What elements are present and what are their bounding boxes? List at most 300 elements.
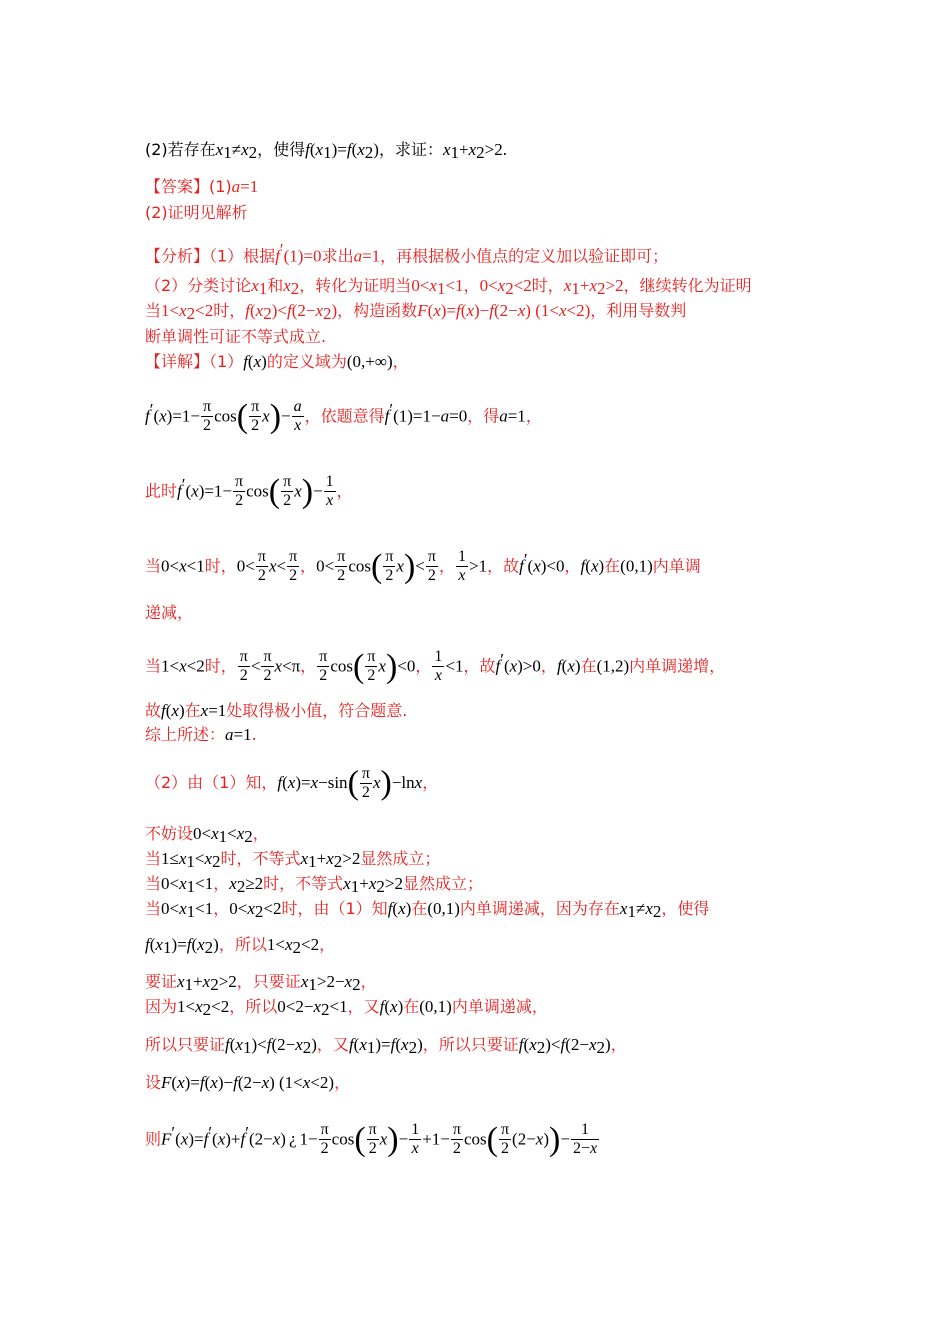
math-token: f xyxy=(243,352,248,371)
math-token: 当 xyxy=(145,301,162,320)
math-token: +1− xyxy=(422,1129,450,1149)
analysis-line-3 xyxy=(145,301,686,321)
math-token: + xyxy=(193,972,203,991)
math-token: ，依题意得 xyxy=(304,406,385,426)
math-token: x xyxy=(177,972,185,991)
math-token: (2)若存在 xyxy=(145,140,216,159)
math-token: ( xyxy=(175,1129,181,1149)
math-token: ， xyxy=(213,874,230,893)
math-token: f xyxy=(186,935,192,954)
fraction xyxy=(319,1121,331,1158)
math-token: π xyxy=(361,765,370,782)
math-token: 2 xyxy=(597,279,606,298)
math-token: ) (1< xyxy=(269,1073,303,1092)
math-token: (2− xyxy=(248,1129,273,1149)
math-token: ( xyxy=(395,1035,402,1054)
math-token: x xyxy=(357,140,365,159)
math-token: ( xyxy=(561,656,568,676)
math-token: 时， xyxy=(204,656,237,676)
math-token: 0< xyxy=(161,556,180,576)
math-token: ( xyxy=(247,352,254,371)
math-token: a xyxy=(231,177,241,196)
math-token: 2 xyxy=(323,304,332,323)
math-token: ，故 xyxy=(487,556,520,576)
big-parenthesis: ( xyxy=(486,1120,498,1158)
math-token: x xyxy=(197,935,205,954)
fraction xyxy=(365,648,377,685)
math-token: x xyxy=(343,874,351,893)
math-token: x xyxy=(171,701,179,720)
math-token: 1 xyxy=(218,827,228,846)
math-token: 2 xyxy=(385,567,394,585)
math-token: 时， xyxy=(204,556,237,576)
math-token: x xyxy=(268,556,277,576)
math-token: f xyxy=(286,301,292,320)
math-token: 2 xyxy=(361,784,370,801)
math-token: x xyxy=(466,301,474,320)
math-token: x xyxy=(619,899,628,918)
math-token: (0,1) xyxy=(419,997,452,1016)
math-token: 1≤ xyxy=(161,849,179,868)
math-token: 不妨设 xyxy=(145,824,194,843)
math-token: (2− xyxy=(493,301,518,320)
detail-line-2 xyxy=(145,390,542,435)
math-token: )=1− xyxy=(198,481,233,501)
math-token: 0< xyxy=(479,276,498,295)
math-token: x xyxy=(294,417,302,435)
math-token: 1< xyxy=(161,656,180,676)
math-token: x xyxy=(590,556,599,576)
math-token: π xyxy=(500,1121,510,1139)
math-token: ( xyxy=(460,301,467,320)
math-token: ≠ xyxy=(635,899,646,918)
math-token: ¿ xyxy=(288,1129,297,1149)
math-token: 1 xyxy=(308,852,317,871)
fraction xyxy=(201,398,213,435)
math-token: 2 xyxy=(319,667,328,685)
math-token: 时，不等式 xyxy=(220,849,301,868)
math-token: ，利用导数判 xyxy=(590,301,687,320)
math-token: =0 xyxy=(449,406,468,426)
math-token: − xyxy=(313,481,323,501)
math-token: <1 xyxy=(186,556,205,576)
math-token: ( xyxy=(185,481,192,501)
math-token: (0,1) xyxy=(620,556,653,576)
math-token: ( xyxy=(204,1073,211,1092)
math-token: 【分析】（1）根据 xyxy=(145,246,276,266)
math-token: f xyxy=(379,997,385,1016)
math-token: ，求证： xyxy=(378,140,443,159)
math-token: (2− xyxy=(291,301,316,320)
math-token: ) xyxy=(598,556,605,576)
fraction xyxy=(261,648,273,685)
math-token: (2− xyxy=(271,1035,296,1054)
math-token: π xyxy=(452,1121,461,1139)
math-token: ，又 xyxy=(316,1035,349,1054)
math-token: <1 xyxy=(329,997,348,1016)
fraction xyxy=(292,398,304,435)
math-token: x xyxy=(434,667,442,685)
math-token: x xyxy=(300,972,309,991)
fraction xyxy=(409,1121,421,1158)
math-token: )= xyxy=(295,773,311,792)
detail-line-19 xyxy=(145,1113,600,1158)
math-token: )+ xyxy=(225,1129,241,1149)
math-token: π xyxy=(235,473,244,491)
math-token: (2− xyxy=(512,1129,536,1149)
math-token: 1 xyxy=(571,1121,599,1140)
math-token: π xyxy=(283,473,292,491)
math-token: π xyxy=(203,398,212,416)
math-token: x xyxy=(589,276,597,295)
math-token: （2）由（1）知， xyxy=(145,773,278,792)
math-token: 2 xyxy=(352,975,361,994)
math-token: π xyxy=(239,648,248,666)
math-token: 和 xyxy=(267,276,284,295)
math-token: 时， xyxy=(213,301,246,320)
math-token: x xyxy=(204,849,213,868)
math-token: 2 xyxy=(376,877,385,896)
math-token: ， xyxy=(319,935,336,954)
math-token: 的定义域为 xyxy=(266,352,347,371)
math-token: a xyxy=(440,406,450,426)
math-token: ，转化为证明当 xyxy=(299,276,412,295)
big-parenthesis: ) xyxy=(301,472,314,510)
math-token: 2 xyxy=(596,1038,606,1057)
math-token: x xyxy=(429,276,437,295)
math-token: f xyxy=(177,481,182,501)
math-token: <1 xyxy=(195,899,214,918)
math-token: < xyxy=(227,824,237,843)
math-token: 1 xyxy=(323,143,332,162)
math-token: )− xyxy=(474,301,490,320)
math-token: f xyxy=(495,656,501,676)
math-token: x xyxy=(235,1035,243,1054)
math-token: 2 xyxy=(257,567,266,585)
math-token: x xyxy=(251,276,259,295)
math-token: 1< xyxy=(177,997,196,1016)
math-token: =1 xyxy=(240,177,259,196)
math-token: =1 xyxy=(233,725,252,744)
math-token: x xyxy=(372,773,381,792)
math-token: 1 xyxy=(411,1121,420,1139)
math-token: < xyxy=(276,556,287,576)
math-token: 0<2− xyxy=(277,997,314,1016)
math-token: 2 xyxy=(292,938,301,957)
math-token: 内单调递减， xyxy=(451,997,548,1016)
math-token: 因为 xyxy=(145,997,178,1016)
math-token: 1− xyxy=(299,1129,318,1149)
math-token: )= xyxy=(171,935,187,954)
fraction xyxy=(335,548,347,585)
math-token: < xyxy=(415,556,425,576)
math-token: x xyxy=(558,301,567,320)
math-token: <2 xyxy=(300,935,320,954)
math-token: ) xyxy=(543,1129,550,1149)
math-token: x xyxy=(179,899,187,918)
math-token: ， xyxy=(438,556,455,576)
math-token: x xyxy=(195,997,203,1016)
math-token: 2 xyxy=(364,143,374,162)
math-token: 2 xyxy=(302,1038,312,1057)
math-token: a xyxy=(353,246,363,266)
math-token: x xyxy=(529,1035,537,1054)
math-token: ) xyxy=(417,1035,423,1054)
math-token: 0< xyxy=(236,556,255,576)
math-token: 2 xyxy=(203,417,212,435)
math-token: x xyxy=(211,824,219,843)
math-token: a xyxy=(293,398,302,416)
math-token: 此时 xyxy=(145,481,178,501)
math-token: f xyxy=(161,701,166,720)
math-token: 1 xyxy=(325,473,334,491)
math-token: <2 xyxy=(186,656,205,676)
math-token: x xyxy=(179,301,187,320)
math-token: ( xyxy=(427,301,434,320)
big-parenthesis: ) xyxy=(403,547,416,585)
math-token: x xyxy=(396,556,404,576)
fraction xyxy=(287,548,299,585)
math-token: x xyxy=(411,1140,419,1158)
math-token: 在 xyxy=(580,656,597,676)
math-token: >2− xyxy=(316,972,345,991)
math-token: 在 xyxy=(403,997,420,1016)
math-token: 当 xyxy=(145,899,162,918)
math-token: x xyxy=(261,1073,270,1092)
math-token: (1)=0 xyxy=(283,246,322,266)
math-token: ′ xyxy=(171,1123,176,1142)
math-token: π xyxy=(367,648,376,666)
math-token: π xyxy=(319,648,328,666)
math-token: )=1− xyxy=(166,406,201,426)
big-parenthesis: ( xyxy=(236,397,249,435)
math-token: ， xyxy=(463,276,480,295)
math-token: ≠ xyxy=(231,140,242,159)
fraction xyxy=(571,1121,599,1158)
math-token: <2 xyxy=(513,276,532,295)
math-token: 2 xyxy=(210,975,219,994)
math-token: 内单调递减，因为存在 xyxy=(459,899,620,918)
fraction xyxy=(456,548,468,585)
math-token: ， xyxy=(213,899,230,918)
math-token: 2 xyxy=(536,1038,546,1057)
math-token: ， xyxy=(252,824,269,843)
math-token: x xyxy=(200,701,209,720)
math-token: π xyxy=(368,1121,377,1139)
math-token: 设 xyxy=(145,1073,162,1092)
math-token: ( xyxy=(212,1129,218,1149)
math-token: ， xyxy=(360,972,377,991)
math-token: <π xyxy=(282,656,301,676)
detail-line-6 xyxy=(145,640,726,685)
math-token: ( xyxy=(585,556,591,576)
math-token: + xyxy=(316,849,327,868)
math-token: ( xyxy=(191,935,198,954)
math-token: =1 xyxy=(362,246,381,266)
math-token: ′ xyxy=(245,1123,249,1142)
math-token: f xyxy=(390,1035,396,1054)
fraction xyxy=(238,648,250,685)
math-token: < xyxy=(194,849,205,868)
math-token: 1 xyxy=(184,975,194,994)
math-token: . xyxy=(251,725,257,744)
math-token: x xyxy=(442,140,451,159)
math-token: ，所以 xyxy=(218,935,267,954)
math-token: x xyxy=(274,656,283,676)
math-token: ) xyxy=(280,1129,286,1149)
math-token: 当 xyxy=(145,874,162,893)
math-token: x xyxy=(217,1129,226,1149)
math-token: ， xyxy=(540,656,557,676)
detail-line-14 xyxy=(145,935,335,955)
detail-line-9 xyxy=(145,763,438,803)
math-token: ，又 xyxy=(347,997,380,1016)
math-token: 2 xyxy=(368,1140,377,1158)
math-token: 在 xyxy=(411,899,428,918)
math-token: cos xyxy=(214,406,237,426)
math-token: )<0 xyxy=(540,556,565,576)
math-token: f xyxy=(348,1035,354,1054)
math-token: ( xyxy=(229,1035,236,1054)
math-token: x xyxy=(179,656,187,676)
math-token: 1 xyxy=(162,938,172,957)
math-token: ′ xyxy=(149,400,154,419)
big-parenthesis: ( xyxy=(371,547,383,585)
fraction xyxy=(383,548,395,585)
math-token: 则 xyxy=(145,1129,162,1149)
math-token: (0,+∞) xyxy=(346,352,393,371)
math-token: 2 xyxy=(254,902,264,921)
math-token: ， xyxy=(336,481,353,501)
math-token: ) xyxy=(178,701,185,720)
math-token: 当 xyxy=(145,656,162,676)
math-token: 0< xyxy=(193,824,212,843)
math-token: ， xyxy=(300,556,317,576)
math-token: f xyxy=(145,406,150,426)
detail-line-13 xyxy=(145,899,709,919)
big-parenthesis: ) xyxy=(549,1120,561,1158)
math-token: f xyxy=(233,1073,238,1092)
math-token: ，再根据极小值点的定义加以验证即可； xyxy=(380,246,669,266)
math-token: ) xyxy=(311,1035,317,1054)
answer-line-2: (2)证明见解析 xyxy=(145,203,248,222)
math-token: ，继续转化为证明 xyxy=(623,276,752,295)
math-token: <2 xyxy=(211,997,230,1016)
math-token: ) xyxy=(605,1035,611,1054)
big-parenthesis: ) xyxy=(387,1120,399,1158)
math-token: f xyxy=(346,140,352,159)
big-parenthesis: ) xyxy=(380,764,392,802)
math-token: (1)=1− xyxy=(393,406,441,426)
math-token: x xyxy=(202,972,211,991)
math-token: x xyxy=(497,276,506,295)
fraction xyxy=(249,398,261,435)
math-token: 2 xyxy=(236,877,246,896)
fraction xyxy=(451,1121,463,1158)
math-token: 在 xyxy=(604,556,621,576)
math-token: x xyxy=(159,406,167,426)
math-token: ( xyxy=(309,140,316,159)
math-token: ) xyxy=(574,656,581,676)
math-token: 时， xyxy=(531,276,564,295)
math-token: ( xyxy=(527,556,534,576)
math-token: F xyxy=(161,1129,172,1149)
math-token: x xyxy=(177,1073,185,1092)
math-token: 0< xyxy=(316,556,335,576)
math-token: 在 xyxy=(184,701,201,720)
big-parenthesis: ) xyxy=(269,397,282,435)
answer-line-1 xyxy=(145,177,258,197)
fraction xyxy=(432,648,444,685)
math-token: x xyxy=(533,556,541,576)
math-token: 2 xyxy=(408,1038,418,1057)
math-token: )< xyxy=(271,301,287,320)
math-token: x xyxy=(210,1073,218,1092)
math-token: x xyxy=(379,1129,388,1149)
math-token: ( xyxy=(165,701,172,720)
math-token: f xyxy=(456,301,461,320)
math-token: 内单调递增， xyxy=(629,656,726,676)
math-token: ) xyxy=(373,140,379,159)
math-token: x xyxy=(326,849,334,868)
math-token: f xyxy=(580,556,586,576)
math-token: ( xyxy=(282,773,288,792)
math-token: π xyxy=(385,548,394,566)
math-token: ，所以 xyxy=(229,997,278,1016)
math-token: f xyxy=(225,1035,230,1054)
math-token: =1 xyxy=(208,701,227,720)
math-token: ′ xyxy=(523,550,528,569)
math-token: f xyxy=(240,1129,246,1149)
math-token: <2 xyxy=(263,899,282,918)
math-token: − xyxy=(281,406,291,426)
math-token: ≥2 xyxy=(245,874,264,893)
math-token: ( xyxy=(149,935,156,954)
math-token: <2) xyxy=(310,1073,335,1092)
math-token: ) xyxy=(397,997,404,1016)
math-token: x xyxy=(517,301,526,320)
math-token: x xyxy=(645,899,653,918)
math-token: ( xyxy=(384,997,391,1016)
math-token: x xyxy=(535,1129,544,1149)
big-parenthesis: ( xyxy=(353,647,365,685)
math-token: ， xyxy=(392,352,409,371)
math-token: x xyxy=(191,481,199,501)
math-token: ，使得 xyxy=(661,899,710,918)
math-token: ， xyxy=(422,773,439,792)
math-token: x xyxy=(229,874,237,893)
math-token: 2 xyxy=(283,492,292,510)
math-token: 1 xyxy=(186,902,196,921)
math-token: ( xyxy=(503,656,510,676)
math-token: x xyxy=(302,1073,311,1092)
math-token: 2 xyxy=(333,852,343,871)
math-token: x xyxy=(368,874,377,893)
math-token: F xyxy=(161,1073,172,1092)
math-token: ，只要证 xyxy=(236,972,301,991)
math-token: ， xyxy=(300,656,317,676)
math-token: 0< xyxy=(411,276,430,295)
fraction xyxy=(317,648,329,685)
math-token: 要证 xyxy=(145,972,178,991)
math-token: 内单调 xyxy=(652,556,701,576)
math-token: 当 xyxy=(145,556,162,576)
math-token: 1 xyxy=(434,648,443,666)
math-token: − xyxy=(398,1129,409,1149)
math-token: >1 xyxy=(468,556,488,576)
math-token: x xyxy=(283,276,291,295)
math-token: 2 xyxy=(235,492,244,510)
